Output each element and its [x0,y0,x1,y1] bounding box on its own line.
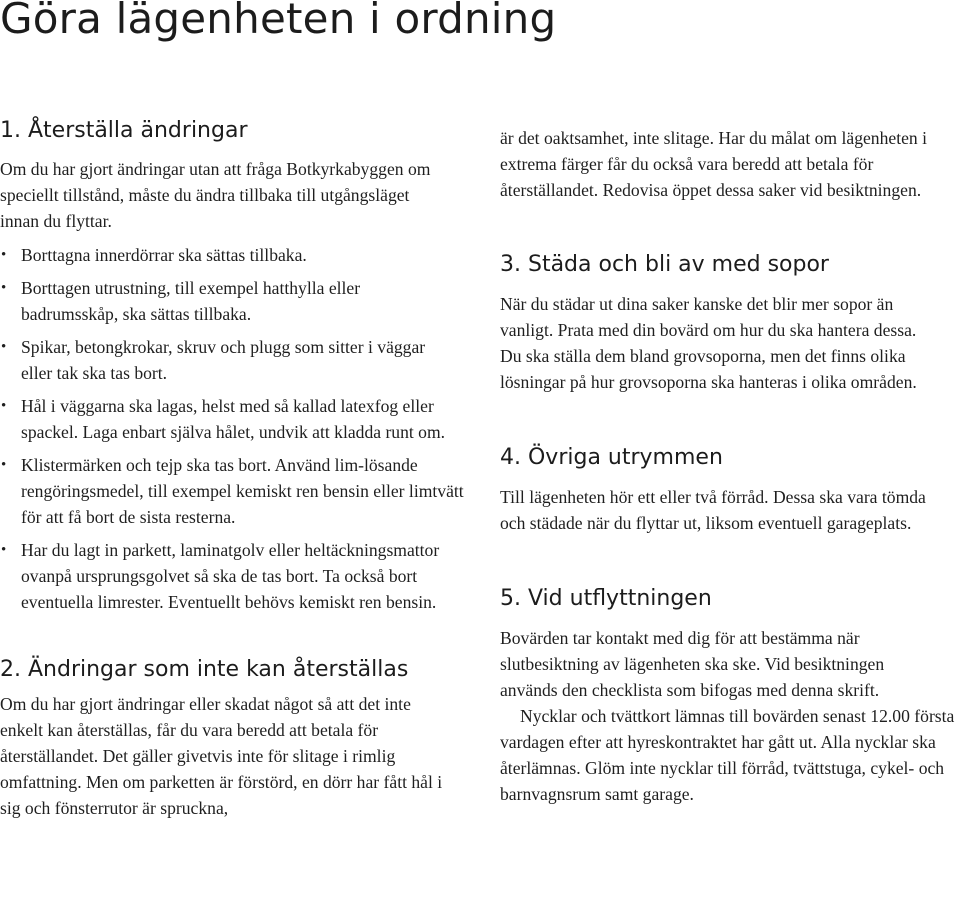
right-column [500,125,960,807]
section5-heading: 5. Vid utflyttningen [500,586,712,611]
section5-para1: Bovärden tar kontakt med dig för att bestämma när slutbesiktning av lägenheten ska ske. Vid besiktningen används den checklista som bifogas med denna skrift. [500,628,885,700]
list-item: • Har du lagt in parkett, laminatgolv eller heltäckningsmattor ovanpå ursprungsgolvet så ska de tas bort. Ta också bort eventuella limrester. Eventuellt behövs kemiskt ren bensin. [0,537,471,615]
section3-text: När du städar ut dina saker kanske det blir mer sopor än vanligt. Prata med din bovärd om hur du ska hantera dessa. Du ska ställa dem bland grovsoporna, men det finns olika lösningar på hur grovsoporna ska hanteras i olika områden. [500,294,917,392]
section3-heading: 3. Städa och bli av med sopor [500,252,829,277]
list-item: • Spikar, betongkrokar, skruv och plugg som sitter i väggar eller tak ska tas bort. [0,334,441,386]
list-item: • Klistermärken och tejp ska tas bort. Använd lim-lösande rengöringsmedel, till exempel kemiskt ren bensin eller limtvätt för att få bort de sista resterna. [0,452,471,530]
section2-heading: 2. Ändringar som inte kan återställas [0,657,409,682]
section1-heading: 1. Återställa ändringar [0,118,248,143]
list-item: • Borttagen utrustning, till exempel hatthylla eller badrumsskåp, ska sättas tillbaka. [0,275,431,327]
section1-intro: Om du har gjort ändringar utan att fråga Botkyrkabyggen om speciellt tillstånd, måste du ändra tillbaka till utgångsläget innan du flyttar. [0,159,431,231]
left-column [0,118,470,821]
section2-text-continued: är det oaktsamhet, inte slitage. Har du målat om lägenheten i extrema färger får du också vara beredd att betala för återställandet. Redovisa öppet dessa saker vid besiktningen. [500,128,927,200]
section5-para2: Nycklar och tvättkort lämnas till bovärden senast 12.00 första vardagen efter att hyreskontraktet har gått ut. Alla nycklar ska återlämnas. Glöm inte nycklar till förråd, tvättstuga, cykel- och barnvagnsrum samt garage. [500,706,955,804]
page-title: Göra lägenheten i ordning [0,0,557,43]
section2-text: Om du har gjort ändringar eller skadat något så att det inte enkelt kan återställas, får du vara beredd att betala för återställandet. Det gäller givetvis inte för slitage i rimlig omfattning. Men om parketten är förstörd, en dörr har fått hål i sig och fönsterrutor är spruckna, [0,694,443,818]
section4-text: Till lägenheten hör ett eller två förråd. Dessa ska vara tömda och städade när du flyttar ut, liksom eventuell garageplats. [500,487,926,533]
list-item: • Hål i väggarna ska lagas, helst med så kallad latexfog eller spackel. Laga enbart själva hålet, undvik att kladda runt om. [0,393,471,445]
section4-heading: 4. Övriga utrymmen [500,445,723,470]
section1-bullet-list [0,242,470,615]
list-item: • Borttagna innerdörrar ska sättas tillbaka. [0,242,470,268]
